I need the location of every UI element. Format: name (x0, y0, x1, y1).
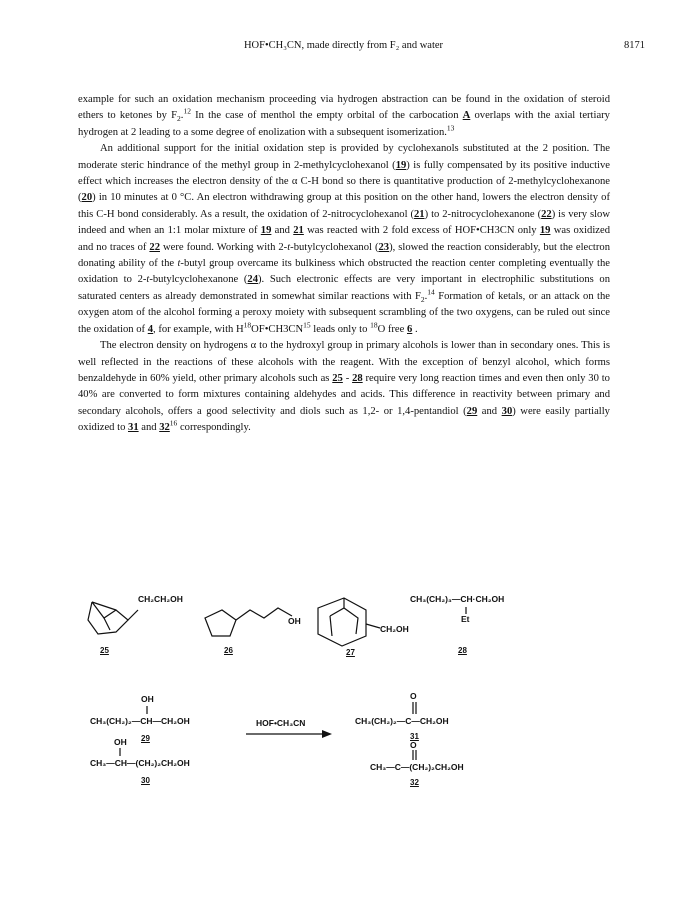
structure-30-hydroxyl: OH (114, 737, 127, 747)
structure-29-hydroxyl: OH (141, 694, 154, 704)
compound-20: 20 (81, 192, 93, 204)
structure-30-formula: CH₃—CH—(CH₂)₂CH₂OH (90, 758, 190, 768)
structure-drawings (0, 580, 687, 900)
structure-28-branch: Et (461, 614, 470, 624)
label-28: 28 (458, 646, 467, 655)
carbocation-A: A (462, 110, 471, 122)
reference-12: 12 (183, 106, 191, 116)
compound-4: 4 (147, 323, 154, 335)
structure-31-oxygen: O (410, 691, 417, 701)
structure-32-formula: CH₃—C—(CH₂)₂CH₂OH (370, 762, 464, 772)
compound-31: 31 (128, 422, 139, 434)
compound-30: 30 (501, 405, 513, 417)
label-26: 26 (224, 646, 233, 655)
structure-27-cage (318, 598, 380, 646)
structure-25-substituent: CH₂CH₂OH (138, 594, 183, 604)
label-32: 32 (410, 778, 419, 787)
structure-26-ring (205, 608, 292, 636)
paragraph-3: The electron density on hydrogens α to the hydroxyl group in primary alcohols is lower than in secondary ones. This is well reflected in the reactions of these alcohols with the reagent. With the exception of benzyl alcohol, which forms benzaldehyde in 60% yield, other primary alcohols such as 25 - 28 require very long reaction times and even then only 30 to 40% are converted to form mixtures containing aldehydes and acids. This difference in reactivity between primary and secondary alcohols, offers a good selectivity and diols such as 1,2- or 1,4-pentandiol (29 and 30) were easily partially oxidized to 31 and $32^{16}$ correspondingly. (78, 340, 610, 434)
label-30: 30 (141, 776, 150, 785)
paragraph-1: example for such an oxidation mechanism proceeding via hydrogen abstraction can be found in the oxidation of steroid ethers to ketones by $F_2.^{12}$ In the case of menthol the empty orbital of the carbocation A overlaps with the axial tertiary hydrogen at 2 leading to a some degree of enolization with a subsequent isomerization.$^{13}$ (78, 94, 610, 138)
structure-27-substituent: CH₂OH (380, 624, 409, 634)
label-25: 25 (100, 646, 109, 655)
label-31: 31 (410, 732, 419, 741)
structure-26-substituent: OH (288, 616, 301, 626)
article-body (78, 92, 610, 437)
structure-scheme (0, 580, 687, 900)
compound-6: 6 (407, 323, 413, 335)
paragraph-2: An additional support for the initial oxidation step is provided by cyclohexanols substituted at the 2 position. The moderate steric hindrance of the methyl group in 2-methylcyclohexanol (19) is fully compensated by its positive inductive effect which increases the electron density of the α C-H bond so there is quantitative production of 2-methylcyclohexanone (20) in 10 minutes at 0 °C. An electron withdrawing group at this position on the other hand, lowers the electron density of this C-H bond considerably. As a result, the oxidation of 2-nitrocyclohexanol (21) to 2-nitrocyclohexanone (22) is very slow indeed and when an 1:1 molar mixture of 19 and 21 was reacted with 2 fold excess of HOF•CH3CN only 19 was oxidized and no traces of 22 were found. Working with 2-t-butylcyclohexanol (23), slowed the reaction considerably, but the electron donating ability of the t-butyl group overcame its bulkiness which obstructed the reaction center completing eventually the oxidation to 2-t-butylcyclohexanone (24). Such electronic effects are very important in electrophilic substitutions on saturated centers as already demonstrated in somewhat similar reactions with $F_2.^{14}$ Formation of ketals, or an attack on the oxygen atom of the alcohol forming a peroxy moiety with subsequent scrambling of the two oxygens, can be ruled out since the oxidation of 4, for example, with $H^{18}OF•CH3CN^{15}$ leads only to $^{18}$O free 6 . (78, 143, 611, 335)
compound-24: 24 (247, 274, 258, 286)
reaction-arrow-head (322, 730, 332, 738)
compound-29: 29 (466, 405, 478, 417)
structure-25-ring (88, 602, 138, 634)
label-27: 27 (346, 648, 355, 657)
structure-31-formula: CH₃(CH₂)₂—C—CH₂OH (355, 716, 449, 726)
running-title: HOF•CH₃CN, made directly from F₂ and water (243, 40, 444, 51)
compound-32: 32 (159, 422, 170, 434)
compound-19: 19 (395, 159, 407, 171)
compound-23: 23 (378, 241, 390, 253)
compound-25: 25 (332, 372, 343, 384)
structure-28-formula: CH₃(CH₂)₃—CH·CH₂OH (410, 594, 505, 604)
reagent-label: HOF•CH₃CN (256, 718, 306, 728)
page-number: 8171 (624, 40, 645, 51)
reference-13: 13 (446, 123, 455, 133)
compound-28: 28 (352, 372, 363, 384)
compound-21: 21 (414, 208, 425, 220)
structure-32-oxygen: O (410, 740, 417, 750)
compound-22: 22 (541, 208, 552, 220)
structure-29-formula: CH₃(CH₂)₂—CH—CH₂OH (90, 716, 190, 726)
label-29: 29 (141, 734, 150, 743)
